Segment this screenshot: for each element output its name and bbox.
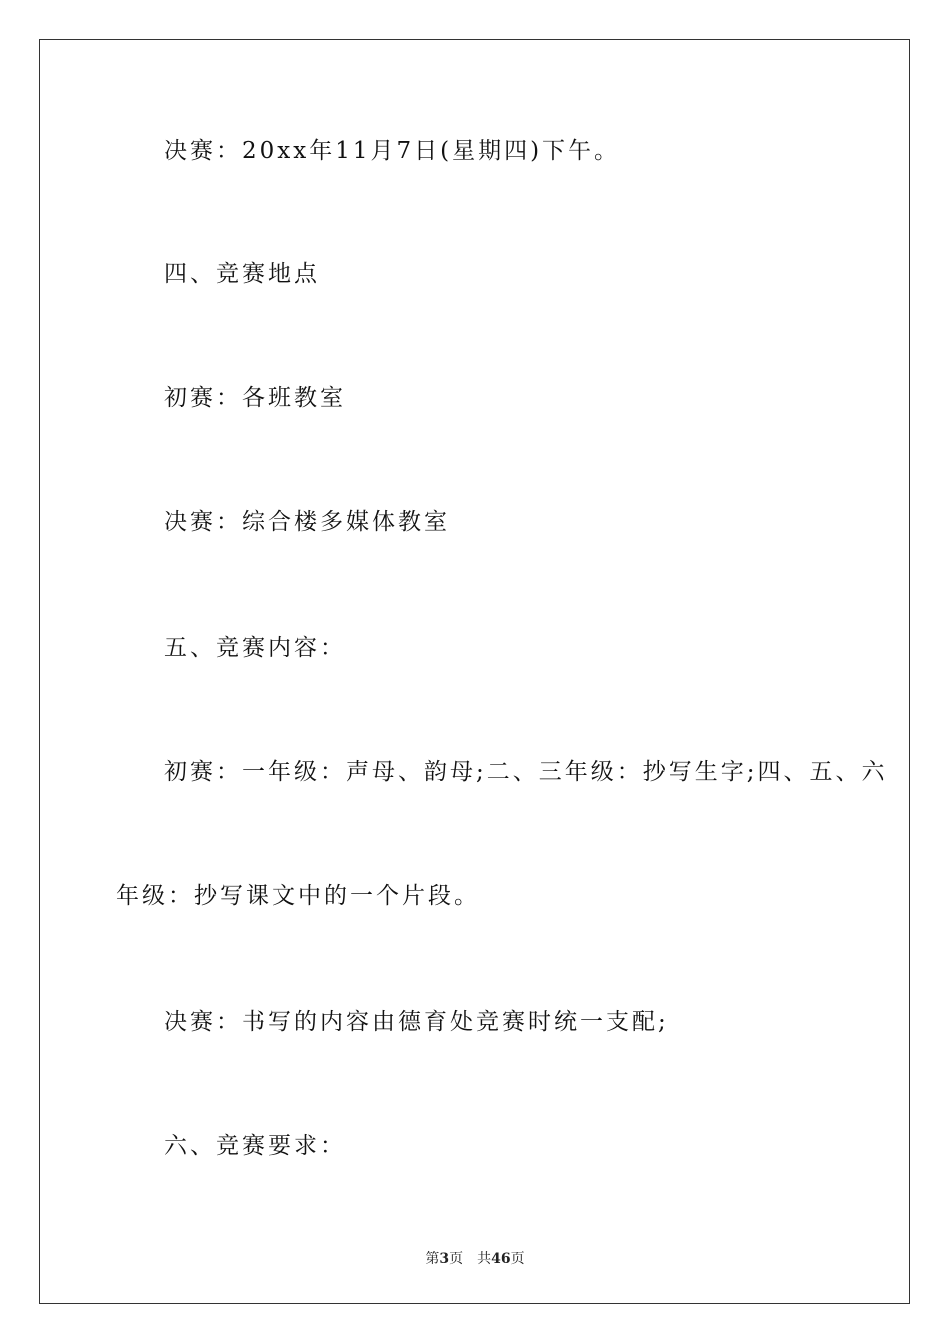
footer-page-prefix: 第	[425, 1251, 440, 1267]
footer-total-pages: 46	[491, 1251, 511, 1267]
heading-requirements: 六、竞赛要求：	[164, 1133, 346, 1159]
paragraph-preliminary-content: 初赛：一年级：声母、韵母;二、三年级：抄写生字;四、五、六	[164, 759, 888, 785]
page-footer	[0, 1248, 950, 1268]
paragraph-final-content: 决赛：书写的内容由德育处竞赛时统一支配;	[164, 1009, 669, 1035]
paragraph-final-date: 决赛：20xx年11月7日(星期四)下午。	[164, 138, 621, 164]
footer-page-number: 3	[439, 1251, 450, 1267]
heading-venue: 四、竞赛地点	[164, 261, 320, 287]
page-border	[39, 39, 910, 1304]
paragraph-preliminary-content-cont: 年级：抄写课文中的一个片段。	[116, 883, 480, 909]
footer-page-suffix: 页	[449, 1251, 464, 1267]
heading-content: 五、竞赛内容：	[164, 635, 346, 661]
paragraph-preliminary-venue: 初赛：各班教室	[164, 385, 346, 411]
footer-total-suffix: 页	[510, 1251, 525, 1267]
footer-total-prefix: 共	[477, 1251, 492, 1267]
paragraph-final-venue: 决赛：综合楼多媒体教室	[164, 509, 450, 535]
